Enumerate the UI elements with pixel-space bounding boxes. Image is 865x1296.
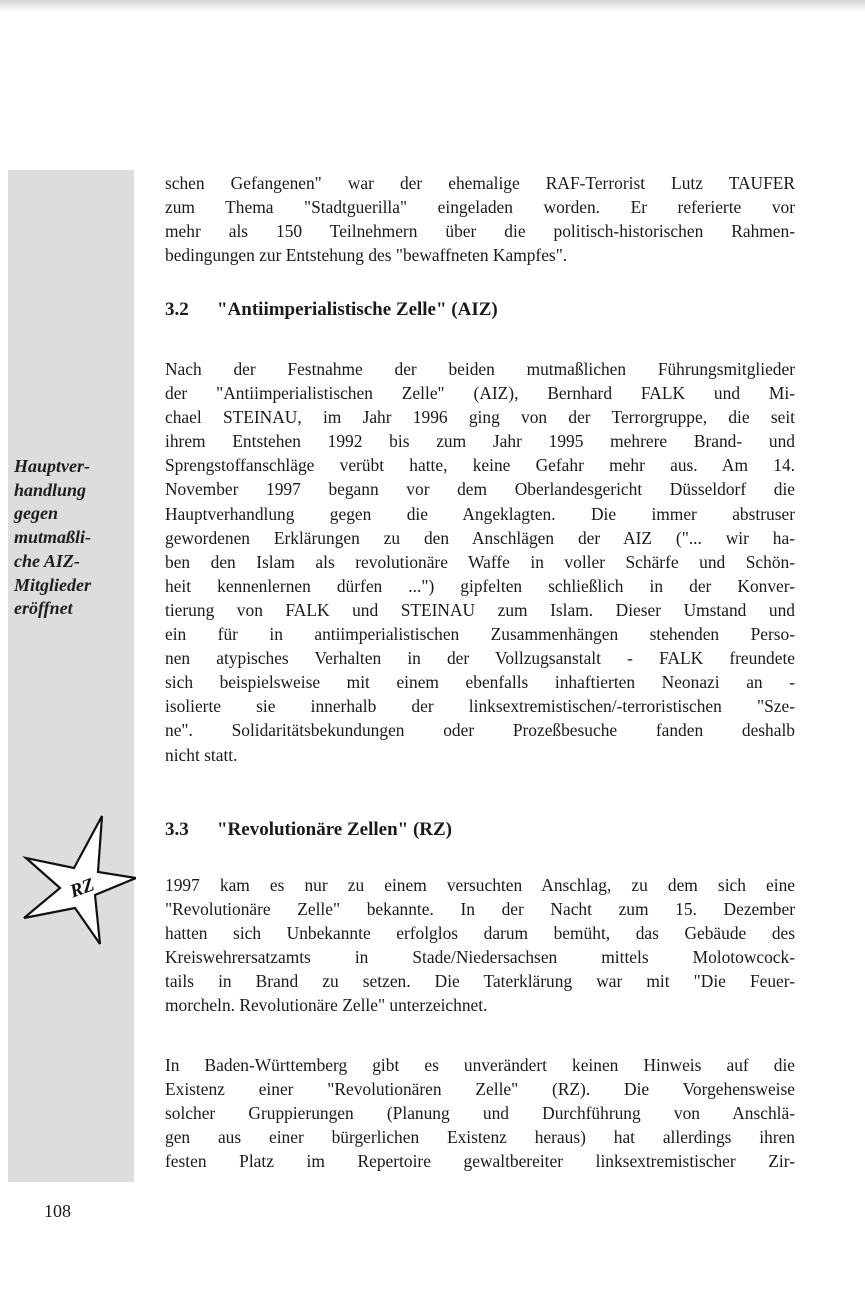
text-line: Existenz einer "Revolutionären Zelle" (RZ). Die Vorgehensweise <box>165 1079 795 1100</box>
text-line: tierung von FALK und STEINAU zum Islam. Dieser Umstand und <box>165 599 795 620</box>
text-line: ihrem Entstehen 1992 bis zum Jahr 1995 mehrere Brand- und <box>165 431 795 452</box>
margin-note-line: mutmaßli- <box>14 527 92 548</box>
text-line: Kreiswehrersatzamts in Stade/Niedersachsen mittels Molotowcock- <box>165 947 795 968</box>
margin-note-line: handlung <box>14 479 87 500</box>
margin-note-line: che AIZ- <box>14 550 80 571</box>
section-heading-aiz <box>165 299 498 321</box>
text-line: ne". Solidaritätsbekundungen oder Prozeßbesuche fanden deshalb <box>165 720 795 741</box>
text-line: tails in Brand zu setzen. Die Taterklärung war mit "Die Feuer- <box>165 971 795 992</box>
text-line: der "Antiimperialistischen Zelle" (AIZ), Bernhard FALK und Mi- <box>165 383 795 404</box>
text-line: sich beispielsweise mit einem ebenfalls inhaftierten Neonazi an - <box>165 672 795 693</box>
section-number: 3.2 <box>165 299 189 320</box>
text-line: "Revolutionäre Zelle" bekannte. In der Nacht zum 15. Dezember <box>165 899 795 920</box>
page-number: 108 <box>44 1201 71 1221</box>
section-title: "Revolutionäre Zellen" (RZ) <box>217 819 453 840</box>
aiz-paragraph <box>165 357 795 767</box>
intro-paragraph <box>165 171 795 267</box>
text-line: ben den Islam als revolutionäre Waffe in voller Schärfe und Schön- <box>165 551 795 572</box>
rz-paragraph-2 <box>165 1053 795 1173</box>
text-line: Sprengstoffanschläge verübt hatte, keine Gefahr mehr aus. Am 14. <box>165 455 795 476</box>
text-line: festen Platz im Repertoire gewaltbereiter linksextremistischer Zir- <box>165 1151 795 1172</box>
text-line: Nach der Festnahme der beiden mutmaßlichen Führungsmitglieder <box>165 359 795 379</box>
margin-note-line: Hauptver- <box>14 456 90 476</box>
text-line: heit kennenlernen dürfen ...") gipfelten schließlich in der Konver- <box>165 575 795 596</box>
section-title: "Antiimperialistische Zelle" (AIZ) <box>217 299 498 320</box>
margin-note-line: Mitglieder <box>14 574 91 595</box>
text-line: chael STEINAU, im Jahr 1996 ging von der Terrorgruppe, die seit <box>165 407 795 428</box>
text-line: schen Gefangenen" war der ehemalige RAF-Terrorist Lutz TAUFER <box>165 173 795 193</box>
text-line: Hauptverhandlung gegen die Angeklagten. Die immer abstruser <box>165 503 795 524</box>
text-line: nen atypisches Verhalten in der Vollzugsanstalt - FALK freundete <box>165 648 795 669</box>
rz-star-logo <box>20 812 136 946</box>
text-line: gewordenen Erklärungen zu den Anschlägen der AIZ ("... wir ha- <box>165 527 795 548</box>
section-number: 3.3 <box>165 819 189 840</box>
text-line: gen aus einer bürgerlichen Existenz heraus) hat allerdings ihren <box>165 1127 795 1148</box>
text-line: 1997 kam es nur zu einem versuchten Anschlag, zu dem sich eine <box>165 875 795 895</box>
margin-note-line: eröffnet <box>14 598 73 619</box>
text-line: bedingungen zur Entstehung des "bewaffneten Kampfes". <box>165 245 568 266</box>
logo-text: RZ <box>67 874 98 903</box>
text-line: November 1997 begann vor dem Oberlandesgericht Düsseldorf die <box>165 479 795 500</box>
text-line: isolierte sie innerhalb der linksextremistischen/-terroristischen "Sze- <box>165 696 795 717</box>
text-line: In Baden-Württemberg gibt es unverändert keinen Hinweis auf die <box>165 1055 795 1075</box>
text-line: hatten sich Unbekannte erfolglos darum bemüht, das Gebäude des <box>165 923 795 944</box>
margin-note <box>14 455 132 621</box>
text-line: morcheln. Revolutionäre Zelle" unterzeichnet. <box>165 995 488 1016</box>
text-line: ein für in antiimperialistischen Zusammenhängen stehenden Perso- <box>165 624 795 645</box>
margin-note-line: gegen <box>14 503 58 524</box>
margin-sidebar <box>8 170 134 1182</box>
rz-paragraph-1 <box>165 873 795 1018</box>
section-heading-rz <box>165 819 452 841</box>
text-line: mehr als 150 Teilnehmern über die politisch-historischen Rahmen- <box>165 221 795 242</box>
text-line: solcher Gruppierungen (Planung und Durchführung von Anschlä- <box>165 1103 795 1124</box>
text-line: nicht statt. <box>165 744 238 765</box>
text-line: zum Thema "Stadtguerilla" eingeladen worden. Er referierte vor <box>165 197 795 218</box>
page-top-edge <box>0 0 865 12</box>
